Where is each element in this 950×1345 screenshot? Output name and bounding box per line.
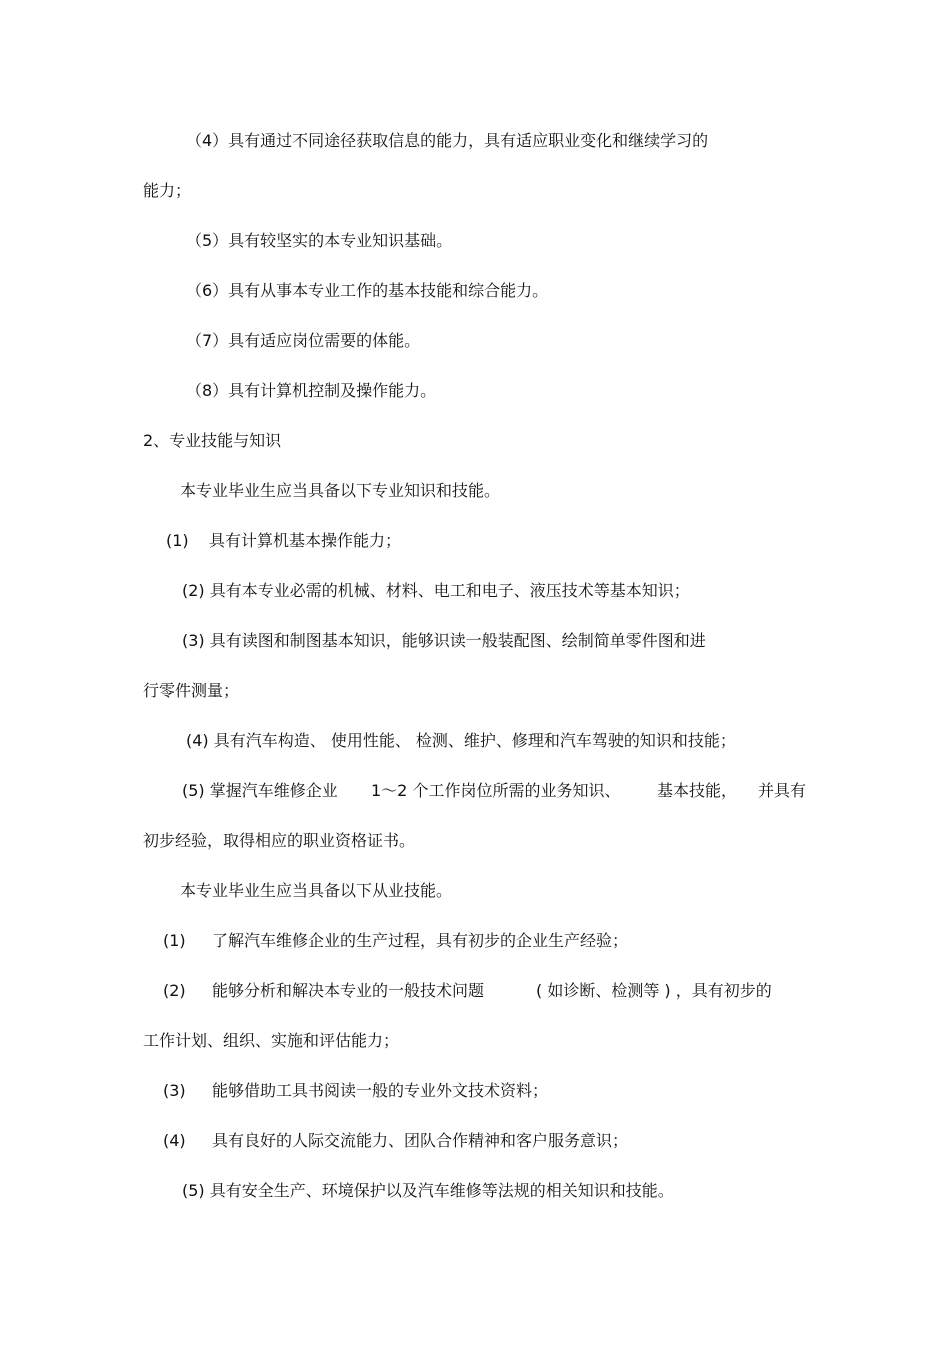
ability-item-4-line-1: （4）具有通过不同途径获取信息的能力，具有适应职业变化和继续学习的 [186, 131, 709, 150]
knowledge-item-2: (2) 具有本专业必需的机械、材料、电工和电子、液压技术等基本知识； [182, 581, 690, 600]
knowledge-item-5-part-1: (5) 掌握汽车维修企业 [182, 781, 338, 800]
skill-item-3-number: (3) [163, 1081, 186, 1100]
skill-item-4-text: 具有良好的人际交流能力、团队合作精神和客户服务意识； [212, 1131, 629, 1150]
skill-item-1-text: 了解汽车维修企业的生产过程，具有初步的企业生产经验； [212, 931, 629, 950]
knowledge-item-5-line-2: 初步经验，取得相应的职业资格证书。 [143, 831, 416, 850]
skill-item-2-text: 能够分析和解决本专业的一般技术问题 [212, 981, 485, 1000]
knowledge-item-3-line-1: (3) 具有读图和制图基本知识，能够识读一般装配图、绘制简单零件图和进 [182, 631, 706, 650]
ability-item-7: （7）具有适应岗位需要的体能。 [186, 331, 421, 350]
skills-intro: 本专业毕业生应当具备以下从业技能。 [180, 881, 453, 900]
skill-item-4-number: (4) [163, 1131, 186, 1150]
ability-item-8: （8）具有计算机控制及操作能力。 [186, 381, 437, 400]
knowledge-intro: 本专业毕业生应当具备以下专业知识和技能。 [180, 481, 501, 500]
knowledge-item-1-number: (1) [166, 531, 189, 550]
skill-item-1-number: (1) [163, 931, 186, 950]
ability-item-4-line-2: 能力； [143, 181, 192, 200]
skill-item-3-text: 能够借助工具书阅读一般的专业外文技术资料； [212, 1081, 549, 1100]
ability-item-5: （5）具有较坚实的本专业知识基础。 [186, 231, 453, 250]
knowledge-item-5-part-2: 1～2 个工作岗位所需的业务知识、 [371, 781, 621, 800]
knowledge-item-4: (4) 具有汽车构造、 使用性能、 检测、维护、修理和汽车驾驶的知识和技能； [186, 731, 736, 750]
skill-item-2-parenthetical: ( 如诊断、检测等 ) ，具有初步的 [536, 981, 772, 1000]
knowledge-item-1-text: 具有计算机基本操作能力； [209, 531, 402, 550]
skill-item-2-number: (2) [163, 981, 186, 1000]
knowledge-item-5-part-4: 并具有 [758, 781, 807, 800]
knowledge-item-5-part-3: 基本技能， [657, 781, 738, 800]
knowledge-item-3-line-2: 行零件测量； [143, 681, 240, 700]
skill-item-2-line-2: 工作计划、组织、实施和评估能力； [143, 1031, 400, 1050]
ability-item-6: （6）具有从事本专业工作的基本技能和综合能力。 [186, 281, 549, 300]
skill-item-5: (5) 具有安全生产、环境保护以及汽车维修等法规的相关知识和技能。 [182, 1181, 674, 1200]
section-heading: 2、专业技能与知识 [143, 431, 282, 450]
